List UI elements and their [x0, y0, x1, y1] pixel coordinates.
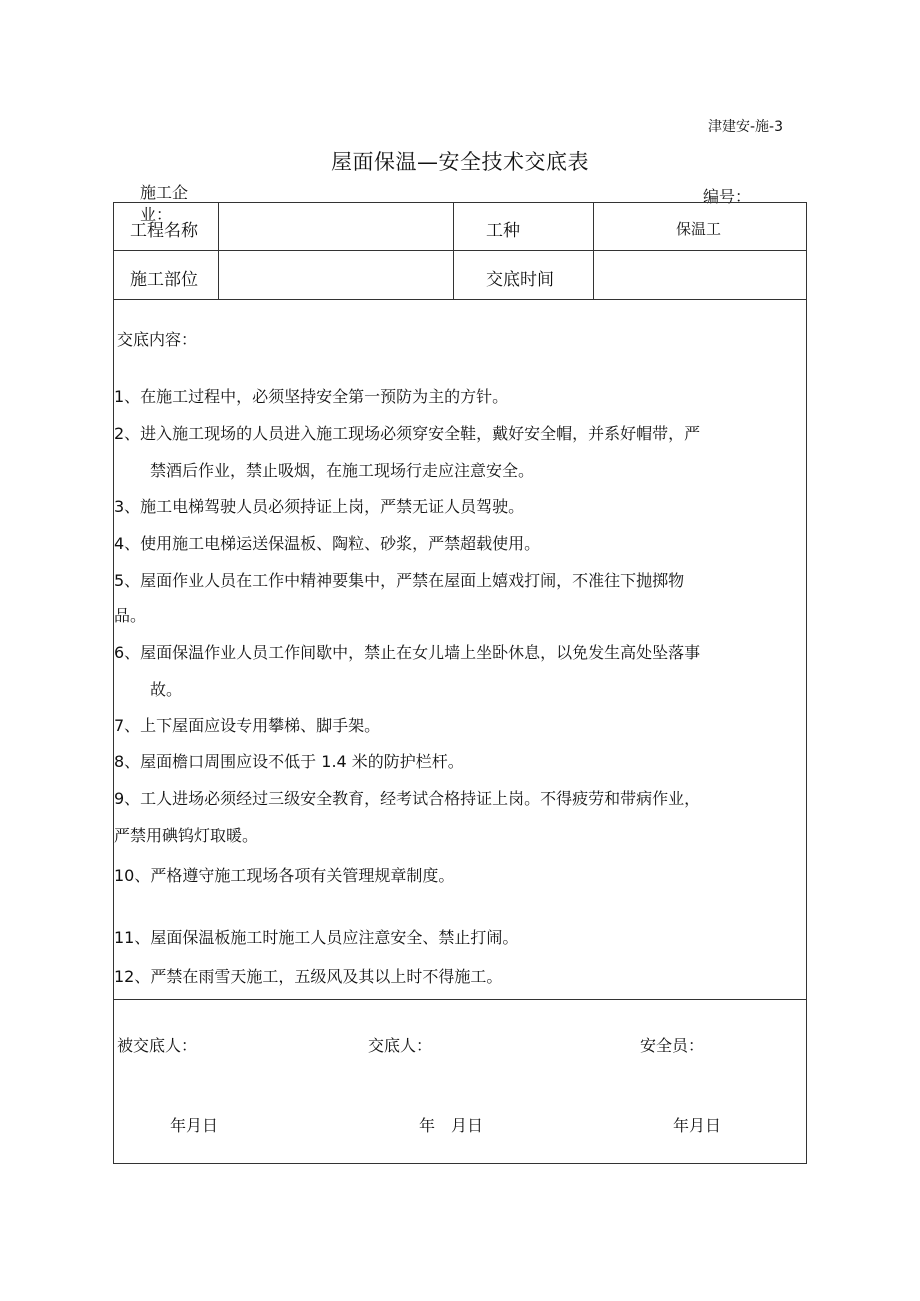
- column-divider: [453, 202, 454, 299]
- list-item: 12、严禁在雨雪天施工，五级风及其以上时不得施工。: [114, 967, 503, 986]
- recipient-date: 年月日: [170, 1116, 219, 1135]
- recipient-label: 被交底人：: [117, 1036, 198, 1055]
- date-label: 交底时间: [486, 270, 554, 290]
- list-item: 6、屋面保温作业人员工作间歇中，禁止在女儿墙上坐卧休息，以免发生高处坠落事: [114, 643, 701, 662]
- presenter-label: 交底人：: [368, 1036, 433, 1055]
- list-item: 9、工人进场必须经过三级安全教育，经考试合格持证上岗。不得疲劳和带病作业，: [114, 789, 701, 808]
- list-item-continuation: 品。: [114, 606, 147, 625]
- list-item: 3、施工电梯驾驶人员必须持证上岗，严禁无证人员驾驶。: [114, 497, 525, 516]
- list-item-continuation: 严禁用碘钨灯取暖。: [114, 826, 259, 845]
- page-title: 屋面保温—安全技术交底表: [331, 150, 589, 174]
- serial-number-label: 编号：: [703, 187, 752, 206]
- list-item: 10、严格遵守施工现场各项有关管理规章制度。: [114, 866, 455, 885]
- briefing-table: [113, 202, 807, 1164]
- column-divider: [218, 202, 219, 299]
- list-item: 5、屋面作业人员在工作中精神要集中，严禁在屋面上嬉戏打闹，不准往下抛掷物: [114, 571, 685, 590]
- list-item: 1、在施工过程中，必须坚持安全第一预防为主的方针。: [114, 387, 509, 406]
- list-item-continuation: 故。: [150, 680, 183, 699]
- form-code: 津建安-施-3: [708, 119, 784, 135]
- list-item: 11、屋面保温板施工时施工人员应注意安全、禁止打闹。: [114, 928, 519, 947]
- project-name-label: 工程名称: [130, 221, 198, 241]
- row-divider: [113, 999, 807, 1000]
- content-title: 交底内容：: [117, 330, 198, 349]
- list-item-continuation: 禁酒后作业，禁止吸烟，在施工现场行走应注意安全。: [150, 461, 535, 480]
- trade-value: 保温工: [676, 220, 722, 238]
- safety-officer-date: 年月日: [673, 1116, 722, 1135]
- safety-officer-label: 安全员：: [640, 1036, 705, 1055]
- list-item: 2、进入施工现场的人员进入施工现场必须穿安全鞋，戴好安全帽，并系好帽带，严: [114, 424, 701, 443]
- list-item: 4、使用施工电梯运送保温板、陶粒、砂浆，严禁超载使用。: [114, 534, 541, 553]
- location-label: 施工部位: [130, 270, 198, 290]
- row-divider: [113, 299, 807, 300]
- trade-label: 工种: [486, 221, 520, 241]
- column-divider: [593, 202, 594, 299]
- list-item: 8、屋面檐口周围应设不低于 1.4 米的防护栏杆。: [114, 752, 464, 771]
- presenter-date: 年 月日: [419, 1116, 484, 1135]
- company-label: 施工企业：: [140, 183, 189, 224]
- list-item: 7、上下屋面应设专用攀梯、脚手架。: [114, 716, 381, 735]
